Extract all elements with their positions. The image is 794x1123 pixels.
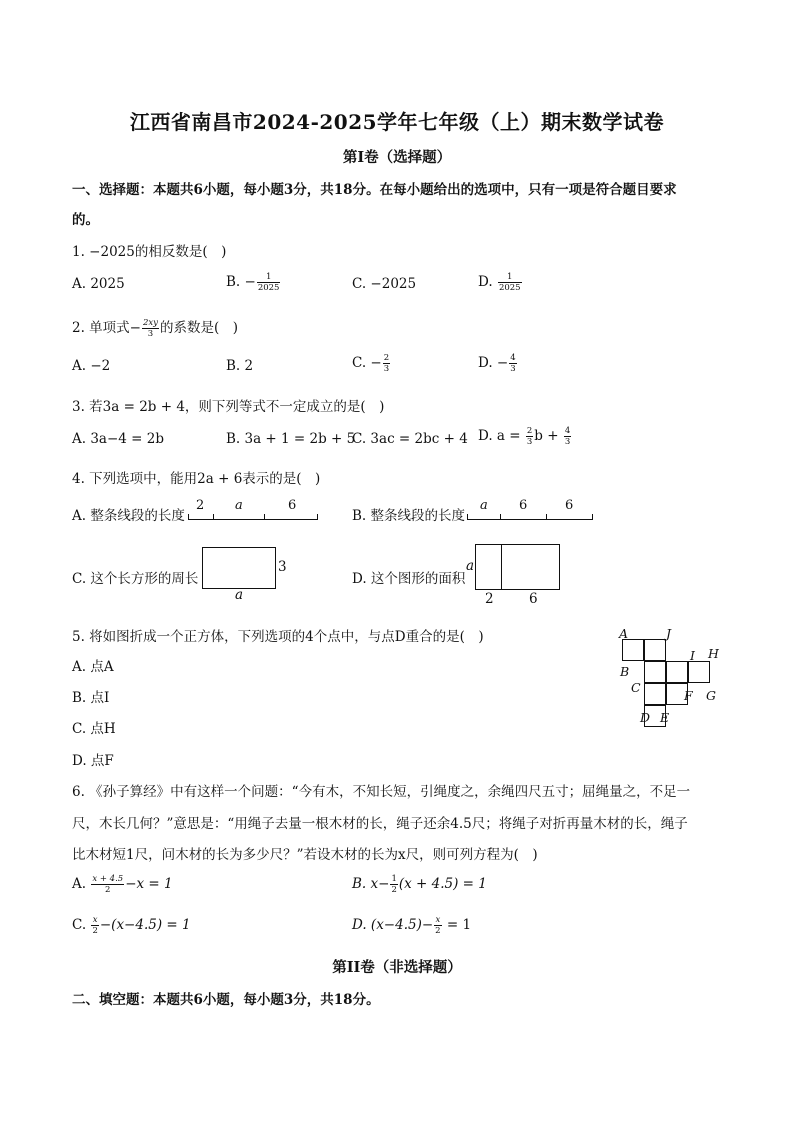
q4-d-bottom-label-1: 2 <box>485 591 494 607</box>
q4-d-bottom-label-2: 6 <box>529 591 538 607</box>
point-B-label: B <box>620 664 630 679</box>
q5-option-a: A. 点A <box>72 659 114 675</box>
q3-option-b: B. 3a + 1 = 2b + 5 <box>226 431 356 447</box>
part1-title: 第I卷（选择题） <box>342 149 452 166</box>
q5-stem: 5. 将如图折成一个正方体，下列选项的4个点中，与点D重合的是( ) <box>72 629 484 645</box>
q6-option-d: D. (x−4.5)− $\frac{x}{2}$ = 1 <box>352 915 472 936</box>
q5-option-b: B. 点I <box>72 690 110 706</box>
q5-option-c: C. 点H <box>72 721 116 737</box>
q4-b-segment-diagram <box>467 498 593 520</box>
q2-stem: 2. 单项式− $\frac{2xy}{3}$ 的系数是( ) <box>72 318 239 339</box>
point-I-label: I <box>690 648 695 663</box>
cube-net-diagram <box>614 626 724 726</box>
q4-a-segment-diagram <box>188 498 318 520</box>
q4-a-label-3: 6 <box>288 498 297 513</box>
q1-option-b: B. − $\frac{1}{2025}$ <box>226 272 280 293</box>
section2-heading: 二、填空题：本题共6小题，每小题3分，共18分。 <box>72 992 380 1008</box>
point-F-label: F <box>684 688 693 703</box>
q4-a-label-2: a <box>235 498 243 513</box>
q1-option-a: A. 2025 <box>72 276 125 292</box>
point-H-label: H <box>708 646 719 661</box>
q2-option-d: D. − $\frac{4}{3}$ <box>478 353 516 374</box>
q4-b-label-1: a <box>480 498 488 513</box>
q4-stem: 4. 下列选项中，能用2a + 6表示的是( ) <box>72 471 321 487</box>
q1-option-d: D. $\frac{1}{2025}$ <box>478 272 521 293</box>
q4-option-c: C. 这个长方形的周长 <box>72 571 199 587</box>
q4-b-label-3: 6 <box>565 498 574 513</box>
q3-option-d: D. a = $\frac{2}{3}$ b + $\frac{4}{3}$ <box>478 426 571 447</box>
q4-option-a: A. 整条线段的长度 <box>72 508 185 524</box>
q4-b-label-2: 6 <box>519 498 528 513</box>
q4-option-d: D. 这个图形的面积 <box>352 571 466 587</box>
q3-option-c: C. 3ac = 2bc + 4 <box>352 431 468 447</box>
q3-stem: 3. 若3a = 2b + 4，则下列等式不一定成立的是( ) <box>72 399 385 415</box>
q4-d-divider <box>501 544 502 589</box>
q6-option-b: B. x− $\frac{1}{2}$ (x + 4.5) = 1 <box>352 874 487 895</box>
point-G-label: G <box>706 688 716 703</box>
q4-c-bottom-label: a <box>235 587 244 603</box>
q6-option-c: C. $\frac{x}{2}$ −(x−4.5) = 1 <box>72 915 191 936</box>
q6-stem-line3: 比木材短1尺，问木材的长为多少尺？”若设木材的长为x尺，则可列方程为( ) <box>72 847 538 863</box>
q2-option-c: C. − $\frac{2}{3}$ <box>352 353 390 374</box>
q6-stem-line1: 6. 《孙子算经》中有这样一个问题：“今有木，不知长短，引绳度之，余绳四尺五寸；屈绳量之，不足一 <box>72 784 691 800</box>
q4-d-rectangle <box>475 544 560 590</box>
section1-heading-line1: 一、选择题：本题共6小题，每小题3分，共18分。在每小题给出的选项中，只有一项是符合题目要求 <box>72 182 677 198</box>
point-E-label: E <box>660 710 670 725</box>
q5-option-d: D. 点F <box>72 753 114 769</box>
q4-a-label-1: 2 <box>196 498 205 513</box>
q2-option-b: B. 2 <box>226 358 254 374</box>
point-J-label: J <box>666 626 672 641</box>
q1-option-c: C. −2025 <box>352 276 417 292</box>
q3-option-a: A. 3a−4 = 2b <box>72 431 164 447</box>
q4-d-side-label: a <box>466 558 475 574</box>
q4-c-rectangle <box>202 547 276 589</box>
q2-option-a: A. −2 <box>72 358 111 374</box>
q1-stem: 1. −2025的相反数是( ) <box>72 244 227 260</box>
point-A-label: A <box>619 626 629 641</box>
q4-c-side-label: 3 <box>278 559 287 575</box>
exam-title: 江西省南昌市2024-2025学年七年级（上）期末数学试卷 <box>129 110 665 134</box>
q6-stem-line2: 尺，木长几何？”意思是：“用绳子去量一根木材的长，绳子还余4.5尺；将绳子对折再量木材的长，绳子 <box>72 816 688 832</box>
part2-title: 第II卷（非选择题） <box>332 959 462 976</box>
section1-heading-line2: 的。 <box>72 212 99 228</box>
point-C-label: C <box>631 680 641 695</box>
point-D-label: D <box>640 710 651 725</box>
q4-option-b: B. 整条线段的长度 <box>352 508 466 524</box>
q6-option-a: A. $\frac{x + 4.5}{2}$ −x = 1 <box>72 874 173 895</box>
